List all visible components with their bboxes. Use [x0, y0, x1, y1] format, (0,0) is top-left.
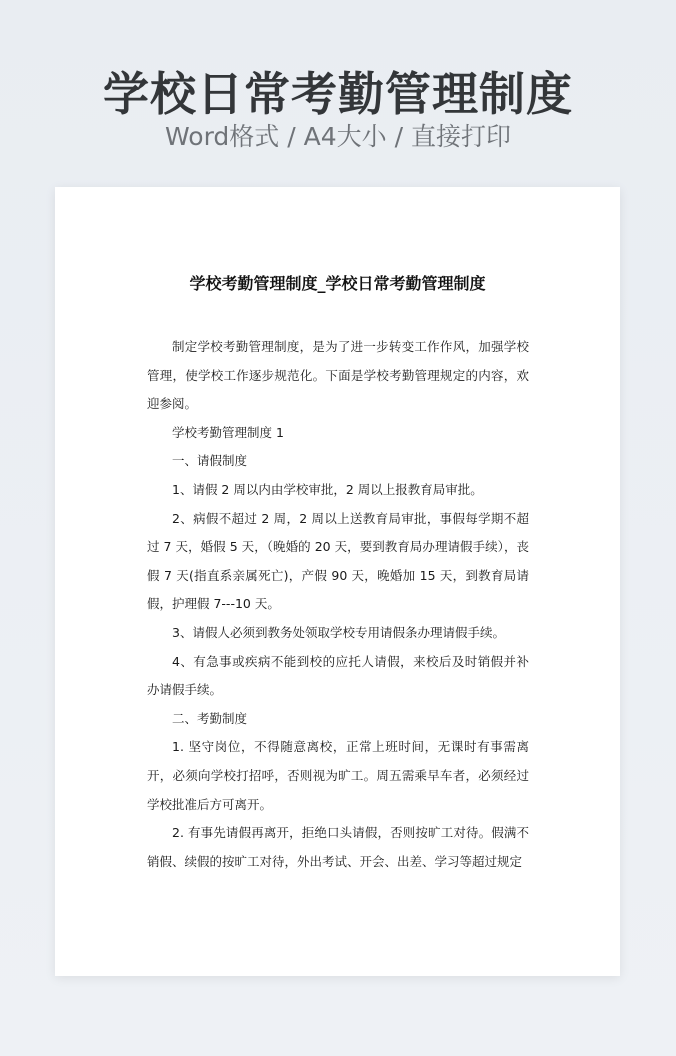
- paragraph-attendance-heading: 二、考勤制度: [172, 710, 248, 726]
- paragraph-section-heading: 学校考勤管理制度 1: [172, 424, 284, 440]
- paragraph-intro: 制定学校考勤管理制度，是为了进一步转变工作作风，加强学校管理，使学校工作逐步规范化。下面是学校考勤管理规定的内容，欢迎参阅。: [147, 339, 529, 412]
- document-body: [147, 333, 529, 876]
- paragraph-leave-item-2: 2、病假不超过 2 周，2 周以上送教育局审批，事假每学期不超过 7 天，婚假 5 天，（晚婚的 20 天，要到教育局办理请假手续），丧假 7 天(指直系亲属死亡)，产假 90 天，晚婚加 15 天，到教育局请假，护理假 7---10 天。: [147, 510, 529, 612]
- paragraph-leave-item-1: 1、请假 2 周以内由学校审批，2 周以上报教育局审批。: [172, 481, 483, 497]
- paragraph-attendance-item-2: 2. 有事先请假再离开，拒绝口头请假，否则按旷工对待。假满不销假、续假的按旷工对待，外出考试、开会、出差、学习等超过规定: [147, 825, 529, 869]
- paragraph-attendance-item-1: 1. 坚守岗位，不得随意离校，正常上班时间，无课时有事需离开，必须向学校打招呼，否则视为旷工。周五需乘早车者，必须经过学校批准后方可离开。: [147, 739, 529, 812]
- paragraph-leave-system-heading: 一、请假制度: [172, 453, 248, 469]
- document-page: [55, 187, 620, 976]
- banner-subtitle: Word格式 / A4大小 / 直接打印: [165, 122, 511, 151]
- document-title: 学校考勤管理制度_学校日常考勤管理制度: [189, 274, 486, 293]
- paragraph-leave-item-4: 4、有急事或疾病不能到校的应托人请假，来校后及时销假并补办请假手续。: [147, 653, 529, 698]
- banner-title: 学校日常考勤管理制度: [103, 67, 573, 121]
- paragraph-leave-item-3: 3、请假人必须到教务处领取学校专用请假条办理请假手续。: [172, 624, 505, 640]
